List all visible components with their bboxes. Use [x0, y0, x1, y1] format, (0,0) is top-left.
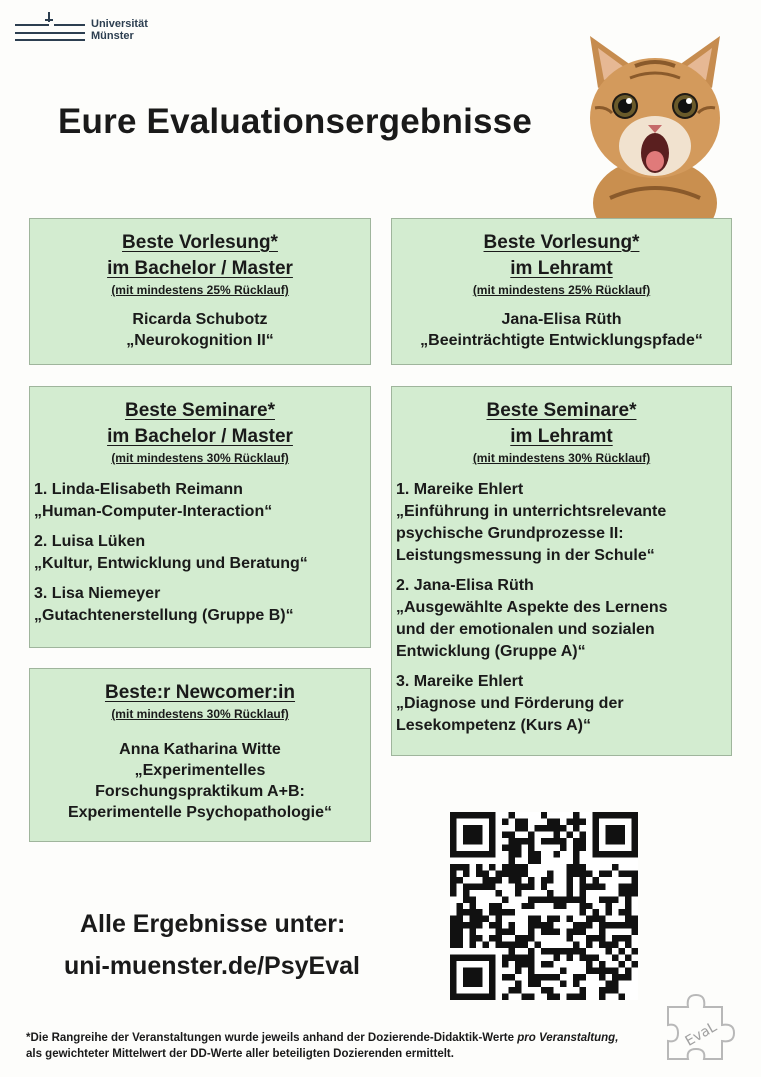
winner-name: 2. Luisa Lüken [34, 533, 146, 550]
list-item [396, 575, 727, 663]
results-heading: Alle Ergebnisse unter: [80, 910, 346, 938]
box-heading: Beste Seminare* [486, 400, 637, 421]
footnote-part1: *Die Rangreihe der Veranstaltungen wurde jeweils anhand der Dozierende-Didaktik-Werte [26, 1032, 518, 1044]
course-title-line: Forschungspraktikum A+B: [95, 783, 305, 800]
box-heading: Beste Vorlesung* [483, 232, 640, 253]
box-heading: Beste Vorlesung* [122, 232, 278, 253]
best-seminars-lehramt-box [391, 386, 732, 756]
course-title-line: Leistungsmessung in der Schule“ [396, 547, 655, 564]
winner-name: 3. Mareike Ehlert [396, 673, 524, 690]
course-title: „Kultur, Entwicklung und Beratung“ [34, 555, 308, 572]
winner-name: Anna Katharina Witte [119, 741, 281, 758]
box-heading: Beste Seminare* [125, 400, 275, 421]
course-title-line: und der emotionalen und sozialen [396, 621, 655, 638]
qr-code[interactable] [450, 812, 638, 1000]
box-subtitle: (mit mindestens 30% Rücklauf) [111, 451, 289, 465]
course-title-line: Entwicklung (Gruppe A)“ [396, 643, 586, 660]
course-title-line: „Diagnose und Förderung der [396, 695, 624, 712]
puzzle-label: EvaL [682, 1019, 720, 1050]
course-title-line: „Einführung in unterrichtsrelevante [396, 503, 667, 520]
footnote-part2: als gewichteter Mittelwert der DD-Werte aller beteiligten Dozierenden ermittelt. [26, 1048, 454, 1060]
course-title: „Neurokognition II“ [126, 332, 274, 349]
footnote [26, 1030, 636, 1062]
page-title: Eure Evaluationsergebnisse [58, 102, 532, 141]
list-item [34, 583, 366, 627]
course-title-line: „Experimentelles [134, 762, 266, 779]
course-title: „Beeinträchtigte Entwicklungspfade“ [420, 332, 703, 349]
cat-image [580, 28, 730, 218]
university-logo [14, 8, 164, 48]
winner-name: Jana-Elisa Rüth [501, 311, 622, 328]
winner-name: 3. Lisa Niemeyer [34, 585, 161, 602]
course-title-line: Experimentelle Psychopathologie“ [67, 804, 333, 821]
logo-line1: Universität [91, 18, 148, 30]
list-item [34, 479, 366, 523]
box-subtitle: (mit mindestens 30% Rücklauf) [472, 451, 651, 465]
best-newcomer-box [29, 668, 371, 842]
best-lecture-bachelor-master-box [29, 218, 371, 365]
list-item [396, 671, 727, 737]
course-title: „Gutachtenerstellung (Gruppe B)“ [34, 607, 294, 624]
winner-name: 2. Jana-Elisa Rüth [396, 577, 534, 594]
box-heading: im Bachelor / Master [107, 426, 293, 447]
box-heading: Beste:r Newcomer:in [104, 682, 296, 703]
box-heading: im Bachelor / Master [107, 258, 293, 279]
puzzle-icon [660, 985, 740, 1065]
best-lecture-lehramt-box [391, 218, 732, 365]
university-logo-icon [14, 8, 86, 44]
best-seminars-bachelor-master-box [29, 386, 371, 648]
box-subtitle: (mit mindestens 25% Rücklauf) [111, 283, 289, 297]
list-item [34, 531, 366, 575]
footnote-italic: pro Veranstaltung, [517, 1032, 619, 1044]
winner-name: 1. Linda-Elisabeth Reimann [34, 481, 243, 498]
course-title-line: Lesekompetenz (Kurs A)“ [396, 717, 591, 734]
box-subtitle: (mit mindestens 25% Rücklauf) [472, 283, 651, 297]
results-url[interactable]: uni-muenster.de/PsyEval [64, 952, 360, 980]
winner-name: Ricarda Schubotz [132, 311, 268, 328]
box-subtitle: (mit mindestens 30% Rücklauf) [111, 707, 289, 721]
course-title: „Human-Computer-Interaction“ [34, 503, 273, 520]
box-heading: im Lehramt [510, 426, 613, 447]
course-title-line: „Ausgewählte Aspekte des Lernens [396, 599, 668, 616]
course-title-line: psychische Grundprozesse II: [396, 525, 624, 542]
winner-name: 1. Mareike Ehlert [396, 481, 524, 498]
list-item [396, 479, 727, 567]
box-heading: im Lehramt [510, 258, 613, 279]
logo-line2: Münster [91, 30, 134, 42]
